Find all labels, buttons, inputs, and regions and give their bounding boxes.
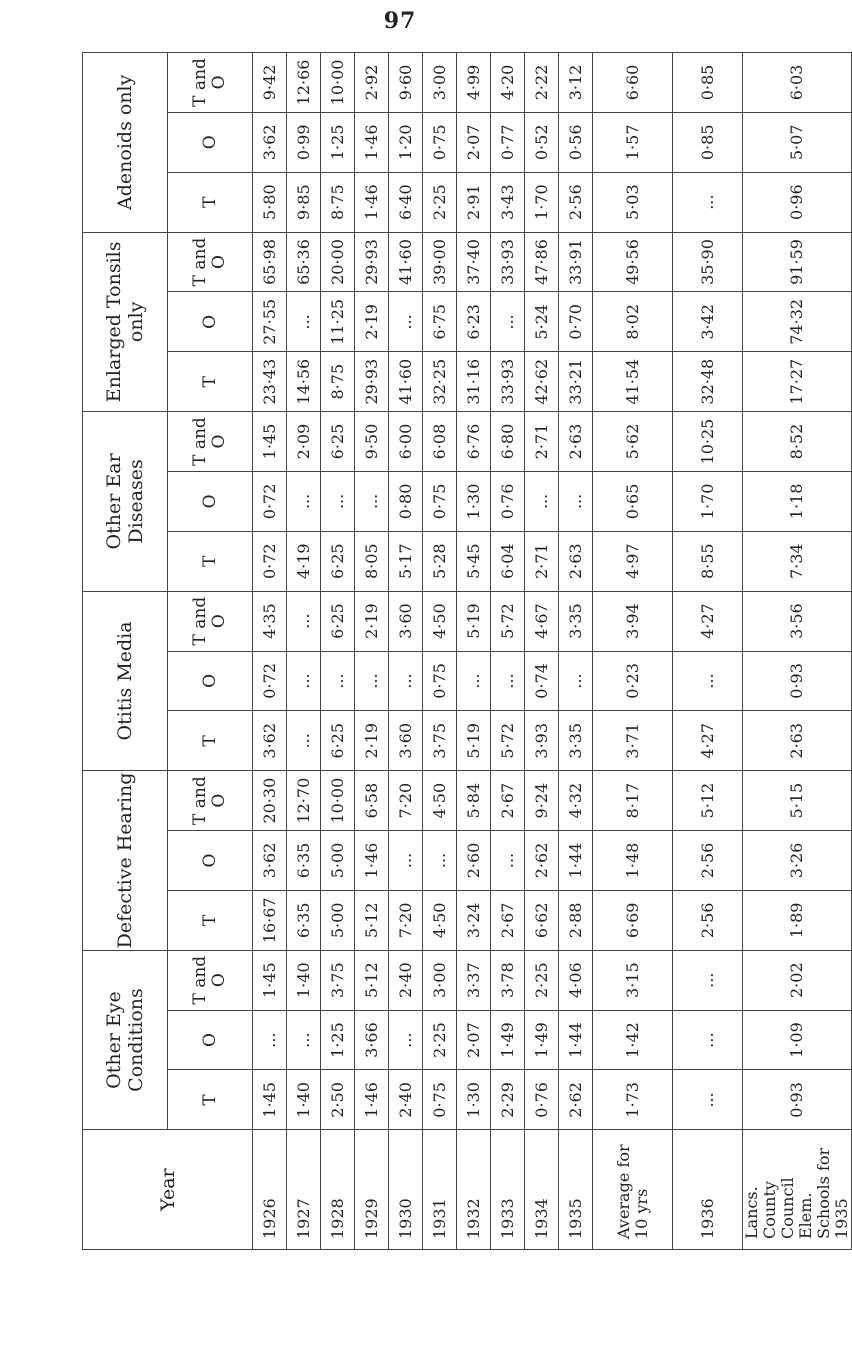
value-cell: ... — [673, 1070, 743, 1130]
value-cell: ... — [559, 651, 593, 711]
value-cell: 3·62 — [253, 112, 287, 172]
value-cell: 4·50 — [423, 771, 457, 831]
value-cell: 2·92 — [355, 53, 389, 113]
value-cell: 3·75 — [423, 711, 457, 771]
value-cell: 4·35 — [253, 591, 287, 651]
value-cell: 3·15 — [593, 950, 673, 1010]
table-row — [423, 53, 457, 1250]
value-cell: 5·72 — [491, 711, 525, 771]
value-cell: 41·60 — [389, 232, 423, 292]
value-cell: 0·77 — [491, 112, 525, 172]
value-cell: 1·40 — [287, 950, 321, 1010]
value-cell: 7·20 — [389, 771, 423, 831]
value-cell: 3·60 — [389, 591, 423, 651]
value-cell: 3·71 — [593, 711, 673, 771]
value-cell: 4·50 — [423, 591, 457, 651]
column-header: T and O — [168, 53, 253, 113]
value-cell: 5·19 — [457, 711, 491, 771]
year-cell: Average for 10 yrs — [593, 1130, 673, 1250]
value-cell: 1·73 — [593, 1070, 673, 1130]
column-header: T — [168, 1070, 253, 1130]
value-cell: 3·42 — [673, 292, 743, 352]
value-cell: 1·30 — [457, 471, 491, 531]
value-cell: 37·40 — [457, 232, 491, 292]
value-cell: ... — [355, 471, 389, 531]
value-cell: 6·76 — [457, 412, 491, 472]
value-cell: 2·62 — [525, 831, 559, 891]
value-cell: 0·52 — [525, 112, 559, 172]
value-cell: ... — [491, 651, 525, 711]
year-cell: 1927 — [287, 1130, 321, 1250]
value-cell: 6·25 — [321, 412, 355, 472]
value-cell: 5·00 — [321, 831, 355, 891]
value-cell: ... — [423, 831, 457, 891]
value-cell: 5·07 — [743, 112, 852, 172]
statistics-table — [82, 52, 852, 1250]
value-cell: 1·44 — [559, 831, 593, 891]
average-row — [593, 53, 673, 1250]
value-cell: 0·76 — [491, 471, 525, 531]
value-cell: 0·85 — [673, 112, 743, 172]
group-header: Other Ear Diseases — [83, 412, 168, 592]
value-cell: 1·49 — [525, 1010, 559, 1070]
value-cell: 7·20 — [389, 890, 423, 950]
value-cell: 1·25 — [321, 1010, 355, 1070]
value-cell: 2·07 — [457, 112, 491, 172]
value-cell: 6·25 — [321, 531, 355, 591]
value-cell: 4·99 — [457, 53, 491, 113]
value-cell: 20·00 — [321, 232, 355, 292]
year-cell: 1936 — [673, 1130, 743, 1250]
value-cell: 1·48 — [593, 831, 673, 891]
value-cell: 6·69 — [593, 890, 673, 950]
row-1936 — [673, 53, 743, 1250]
column-header: O — [168, 1010, 253, 1070]
value-cell: 33·93 — [491, 232, 525, 292]
value-cell: ... — [673, 1010, 743, 1070]
value-cell: 2·63 — [559, 412, 593, 472]
value-cell: 2·67 — [491, 890, 525, 950]
table-row — [389, 53, 423, 1250]
value-cell: 0·99 — [287, 112, 321, 172]
value-cell: 0·93 — [743, 651, 852, 711]
value-cell: 1·44 — [559, 1010, 593, 1070]
value-cell: 0·80 — [389, 471, 423, 531]
year-cell: 1930 — [389, 1130, 423, 1250]
value-cell: ... — [491, 831, 525, 891]
value-cell: 2·56 — [673, 890, 743, 950]
value-cell: 5·03 — [593, 172, 673, 232]
value-cell: 10·00 — [321, 771, 355, 831]
statistics-table-rotated — [82, 52, 851, 1250]
value-cell: ... — [287, 471, 321, 531]
value-cell: 5·17 — [389, 531, 423, 591]
value-cell: 65·98 — [253, 232, 287, 292]
value-cell: 2·62 — [559, 1070, 593, 1130]
value-cell: ... — [389, 292, 423, 352]
value-cell: ... — [287, 292, 321, 352]
value-cell: 3·62 — [253, 711, 287, 771]
value-cell: 2·50 — [321, 1070, 355, 1130]
value-cell: 4·97 — [593, 531, 673, 591]
value-cell: 3·66 — [355, 1010, 389, 1070]
value-cell: 2·88 — [559, 890, 593, 950]
value-cell: 6·35 — [287, 890, 321, 950]
value-cell: 3·60 — [389, 711, 423, 771]
value-cell: 3·56 — [743, 591, 852, 651]
value-cell: 33·93 — [491, 352, 525, 412]
table-row — [321, 53, 355, 1250]
value-cell: 1·70 — [673, 471, 743, 531]
value-cell: 33·91 — [559, 232, 593, 292]
value-cell: ... — [389, 831, 423, 891]
value-cell: 9·42 — [253, 53, 287, 113]
value-cell: 20·30 — [253, 771, 287, 831]
year-header: Year — [83, 1130, 253, 1250]
lancs-row — [743, 53, 852, 1250]
value-cell: 6·35 — [287, 831, 321, 891]
value-cell: 0·65 — [593, 471, 673, 531]
value-cell: 6·04 — [491, 531, 525, 591]
value-cell: 1·45 — [253, 950, 287, 1010]
value-cell: 3·78 — [491, 950, 525, 1010]
value-cell: 5·45 — [457, 531, 491, 591]
column-header: O — [168, 651, 253, 711]
value-cell: 16·67 — [253, 890, 287, 950]
value-cell: 32·48 — [673, 352, 743, 412]
value-cell: 2·40 — [389, 1070, 423, 1130]
value-cell: 0·56 — [559, 112, 593, 172]
year-cell: 1933 — [491, 1130, 525, 1250]
value-cell: 12·70 — [287, 771, 321, 831]
value-cell: 6·25 — [321, 591, 355, 651]
table-row — [457, 53, 491, 1250]
value-cell: 27·55 — [253, 292, 287, 352]
value-cell: 3·62 — [253, 831, 287, 891]
value-cell: ... — [389, 651, 423, 711]
value-cell: 6·62 — [525, 890, 559, 950]
value-cell: ... — [389, 1010, 423, 1070]
column-header: T and O — [168, 591, 253, 651]
year-cell: Lancs. County Council Elem. Schools for 1935 — [743, 1130, 852, 1250]
value-cell: 0·72 — [253, 651, 287, 711]
value-cell: 1·46 — [355, 172, 389, 232]
value-cell: 1·20 — [389, 112, 423, 172]
value-cell: 5·72 — [491, 591, 525, 651]
value-cell: 2·19 — [355, 591, 389, 651]
value-cell: 4·20 — [491, 53, 525, 113]
value-cell: 2·07 — [457, 1010, 491, 1070]
value-cell: 4·67 — [525, 591, 559, 651]
value-cell: 2·71 — [525, 412, 559, 472]
value-cell: 0·76 — [525, 1070, 559, 1130]
year-cell: 1928 — [321, 1130, 355, 1250]
value-cell: 0·23 — [593, 651, 673, 711]
column-header: T — [168, 890, 253, 950]
value-cell: 0·72 — [253, 471, 287, 531]
value-cell: 2·25 — [525, 950, 559, 1010]
value-cell: 1·45 — [253, 1070, 287, 1130]
value-cell: 29·93 — [355, 352, 389, 412]
value-cell: 6·03 — [743, 53, 852, 113]
value-cell: 5·62 — [593, 412, 673, 472]
value-cell: 6·58 — [355, 771, 389, 831]
value-cell: ... — [287, 591, 321, 651]
value-cell: 0·96 — [743, 172, 852, 232]
year-cell: 1929 — [355, 1130, 389, 1250]
value-cell: 0·93 — [743, 1070, 852, 1130]
value-cell: 6·75 — [423, 292, 457, 352]
column-header: O — [168, 831, 253, 891]
value-cell: 42·62 — [525, 352, 559, 412]
value-cell: 2·09 — [287, 412, 321, 472]
value-cell: 5·00 — [321, 890, 355, 950]
value-cell: 6·80 — [491, 412, 525, 472]
value-cell: 1·89 — [743, 890, 852, 950]
value-cell: 1·30 — [457, 1070, 491, 1130]
value-cell: 8·75 — [321, 172, 355, 232]
group-header: Other Eye Conditions — [83, 950, 168, 1130]
value-cell: 1·49 — [491, 1010, 525, 1070]
value-cell: 2·22 — [525, 53, 559, 113]
value-cell: 1·46 — [355, 112, 389, 172]
value-cell: 0·72 — [253, 531, 287, 591]
value-cell: 3·26 — [743, 831, 852, 891]
value-cell: 4·50 — [423, 890, 457, 950]
column-header: O — [168, 471, 253, 531]
value-cell: 5·12 — [355, 890, 389, 950]
value-cell: 3·00 — [423, 950, 457, 1010]
value-cell: 2·25 — [423, 172, 457, 232]
value-cell: 8·05 — [355, 531, 389, 591]
table-row — [559, 53, 593, 1250]
value-cell: 5·80 — [253, 172, 287, 232]
value-cell: 6·08 — [423, 412, 457, 472]
value-cell: 0·74 — [525, 651, 559, 711]
value-cell: ... — [559, 471, 593, 531]
value-cell: 11·25 — [321, 292, 355, 352]
column-header: T — [168, 352, 253, 412]
value-cell: ... — [355, 651, 389, 711]
value-cell: 39·00 — [423, 232, 457, 292]
value-cell: 2·63 — [559, 531, 593, 591]
year-cell: 1935 — [559, 1130, 593, 1250]
value-cell: 3·00 — [423, 53, 457, 113]
value-cell: 3·43 — [491, 172, 525, 232]
value-cell: 12·66 — [287, 53, 321, 113]
value-cell: 5·84 — [457, 771, 491, 831]
value-cell: 9·85 — [287, 172, 321, 232]
table-row — [525, 53, 559, 1250]
value-cell: 4·27 — [673, 591, 743, 651]
value-cell: 3·93 — [525, 711, 559, 771]
value-cell: 2·56 — [559, 172, 593, 232]
value-cell: 2·29 — [491, 1070, 525, 1130]
value-cell: 0·75 — [423, 651, 457, 711]
value-cell: 0·70 — [559, 292, 593, 352]
value-cell: 5·12 — [673, 771, 743, 831]
value-cell: 29·93 — [355, 232, 389, 292]
value-cell: 3·35 — [559, 711, 593, 771]
value-cell: 9·60 — [389, 53, 423, 113]
value-cell: 33·21 — [559, 352, 593, 412]
table-row — [355, 53, 389, 1250]
value-cell: 14·56 — [287, 352, 321, 412]
value-cell: 1·46 — [355, 831, 389, 891]
value-cell: 2·02 — [743, 950, 852, 1010]
value-cell: 41·54 — [593, 352, 673, 412]
value-cell: 4·06 — [559, 950, 593, 1010]
value-cell: 2·67 — [491, 771, 525, 831]
value-cell: ... — [525, 471, 559, 531]
value-cell: 8·17 — [593, 771, 673, 831]
value-cell: 1·18 — [743, 471, 852, 531]
value-cell: ... — [287, 711, 321, 771]
value-cell: 6·60 — [593, 53, 673, 113]
value-cell: 10·25 — [673, 412, 743, 472]
value-cell: 23·43 — [253, 352, 287, 412]
value-cell: 1·09 — [743, 1010, 852, 1070]
group-header: Defective Hearing — [83, 771, 168, 951]
value-cell: 1·70 — [525, 172, 559, 232]
value-cell: 5·24 — [525, 292, 559, 352]
group-header: Enlarged Tonsils only — [83, 232, 168, 412]
column-header: O — [168, 292, 253, 352]
table-row — [287, 53, 321, 1250]
value-cell: 3·75 — [321, 950, 355, 1010]
value-cell: 5·28 — [423, 531, 457, 591]
value-cell: 2·40 — [389, 950, 423, 1010]
value-cell: 6·40 — [389, 172, 423, 232]
value-cell: 1·57 — [593, 112, 673, 172]
table-row — [491, 53, 525, 1250]
value-cell: ... — [673, 651, 743, 711]
value-cell: 35·90 — [673, 232, 743, 292]
column-header: O — [168, 112, 253, 172]
value-cell: 3·37 — [457, 950, 491, 1010]
year-cell: 1932 — [457, 1130, 491, 1250]
column-header: T and O — [168, 232, 253, 292]
value-cell: 0·75 — [423, 112, 457, 172]
value-cell: 2·56 — [673, 831, 743, 891]
value-cell: 2·71 — [525, 531, 559, 591]
group-header: Otitis Media — [83, 591, 168, 771]
value-cell: 2·60 — [457, 831, 491, 891]
value-cell: ... — [321, 651, 355, 711]
value-cell: 1·46 — [355, 1070, 389, 1130]
value-cell: ... — [491, 292, 525, 352]
value-cell: 91·59 — [743, 232, 852, 292]
value-cell: 5·15 — [743, 771, 852, 831]
year-cell: 1931 — [423, 1130, 457, 1250]
value-cell: 65·36 — [287, 232, 321, 292]
value-cell: 6·00 — [389, 412, 423, 472]
value-cell: 8·75 — [321, 352, 355, 412]
value-cell: 31·16 — [457, 352, 491, 412]
value-cell: 1·42 — [593, 1010, 673, 1070]
value-cell: 47·86 — [525, 232, 559, 292]
value-cell: 2·63 — [743, 711, 852, 771]
value-cell: 2·91 — [457, 172, 491, 232]
value-cell: 0·85 — [673, 53, 743, 113]
value-cell: 0·75 — [423, 1070, 457, 1130]
column-header: T — [168, 531, 253, 591]
column-header: T — [168, 172, 253, 232]
column-header: T and O — [168, 950, 253, 1010]
value-cell: 10·00 — [321, 53, 355, 113]
value-cell: 3·35 — [559, 591, 593, 651]
value-cell: 49·56 — [593, 232, 673, 292]
value-cell: 5·19 — [457, 591, 491, 651]
value-cell: 2·25 — [423, 1010, 457, 1070]
value-cell: 9·50 — [355, 412, 389, 472]
column-header: T — [168, 711, 253, 771]
value-cell: 4·27 — [673, 711, 743, 771]
value-cell: 1·25 — [321, 112, 355, 172]
value-cell: ... — [287, 651, 321, 711]
value-cell: 4·32 — [559, 771, 593, 831]
value-cell: 8·55 — [673, 531, 743, 591]
value-cell: 9·24 — [525, 771, 559, 831]
value-cell: 4·19 — [287, 531, 321, 591]
year-cell: 1934 — [525, 1130, 559, 1250]
column-header: T and O — [168, 771, 253, 831]
group-header: Adenoids only — [83, 53, 168, 233]
value-cell: 3·94 — [593, 591, 673, 651]
value-cell: 1·45 — [253, 412, 287, 472]
value-cell: 74·32 — [743, 292, 852, 352]
value-cell: 0·75 — [423, 471, 457, 531]
value-cell: 3·12 — [559, 53, 593, 113]
rotated-table-frame — [82, 52, 851, 1250]
value-cell: 41·60 — [389, 352, 423, 412]
value-cell: ... — [287, 1010, 321, 1070]
value-cell: 17·27 — [743, 352, 852, 412]
value-cell: 5·12 — [355, 950, 389, 1010]
value-cell: 1·40 — [287, 1070, 321, 1130]
value-cell: 8·02 — [593, 292, 673, 352]
value-cell: 2·19 — [355, 711, 389, 771]
value-cell: ... — [321, 471, 355, 531]
value-cell: 6·25 — [321, 711, 355, 771]
value-cell: 2·19 — [355, 292, 389, 352]
value-cell: 6·23 — [457, 292, 491, 352]
page-number: 97 — [383, 8, 417, 34]
value-cell: 3·24 — [457, 890, 491, 950]
value-cell: 32·25 — [423, 352, 457, 412]
column-header: T and O — [168, 412, 253, 472]
value-cell: ... — [673, 172, 743, 232]
value-cell: 7·34 — [743, 531, 852, 591]
value-cell: 8·52 — [743, 412, 852, 472]
value-cell: ... — [457, 651, 491, 711]
table-row — [253, 53, 287, 1250]
value-cell: ... — [673, 950, 743, 1010]
year-cell: 1926 — [253, 1130, 287, 1250]
value-cell: ... — [253, 1010, 287, 1070]
